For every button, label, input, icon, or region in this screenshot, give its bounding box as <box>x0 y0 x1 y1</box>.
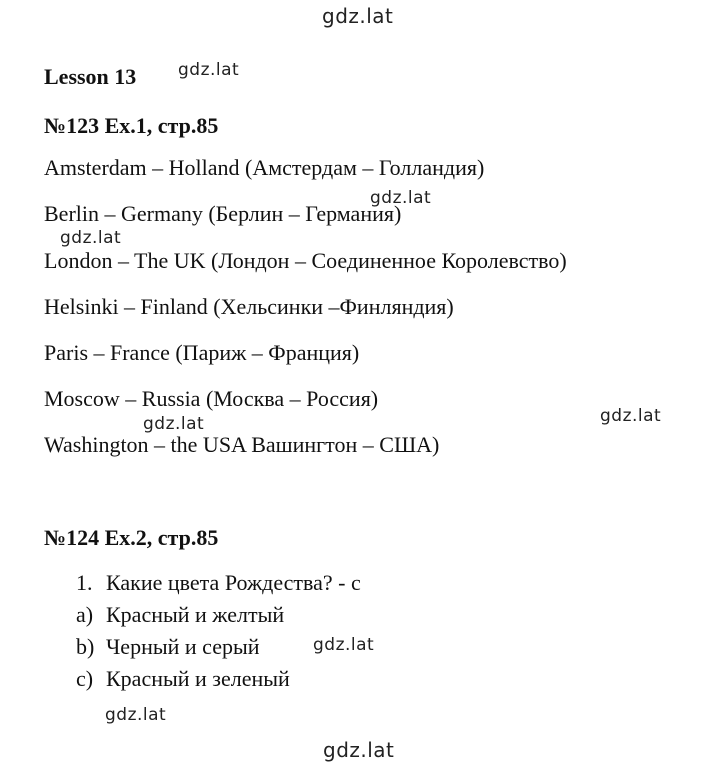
watermark: gdz.lat <box>143 414 205 434</box>
watermark: gdz.lat <box>313 635 375 655</box>
option-text: Черный и серый <box>106 634 260 659</box>
watermark: gdz.lat <box>105 705 167 725</box>
exercise-heading: №123 Ex.1, стр.85 <box>44 113 219 138</box>
answer-line: Amsterdam – Holland (Амстердам – Голландия) <box>44 155 485 180</box>
option-marker: a) <box>76 602 94 627</box>
lesson-title: Lesson 13 <box>44 64 137 89</box>
question-text: Какие цвета Рождества? - c <box>106 570 361 595</box>
watermark: gdz.lat <box>178 60 240 80</box>
option-marker: b) <box>76 634 95 659</box>
answer-line: Washington – the USA Вашингтон – США) <box>44 432 440 457</box>
option-item <box>76 634 260 660</box>
option-text: Красный и желтый <box>106 602 285 627</box>
exercise-heading: №124 Ex.2, стр.85 <box>44 525 219 550</box>
watermark-top: gdz.lat <box>322 4 394 28</box>
watermark: gdz.lat <box>60 228 122 248</box>
answer-line: Helsinki – Finland (Хельсинки –Финляндия) <box>44 294 454 319</box>
option-item <box>76 666 290 692</box>
question-item <box>76 570 361 596</box>
answer-line: Paris – France (Париж – Франция) <box>44 340 360 365</box>
watermark: gdz.lat <box>370 188 432 208</box>
option-item <box>76 602 284 628</box>
watermark: gdz.lat <box>600 406 662 426</box>
option-marker: c) <box>76 666 94 691</box>
question-marker: 1. <box>76 570 93 595</box>
answer-line: Moscow – Russia (Москва – Россия) <box>44 386 379 411</box>
option-text: Красный и зеленый <box>106 666 290 691</box>
answer-line: London – The UK (Лондон – Соединенное Королевство) <box>44 248 567 273</box>
answer-line: Berlin – Germany (Берлин – Германия) <box>44 201 402 226</box>
watermark-bottom: gdz.lat <box>323 738 395 762</box>
